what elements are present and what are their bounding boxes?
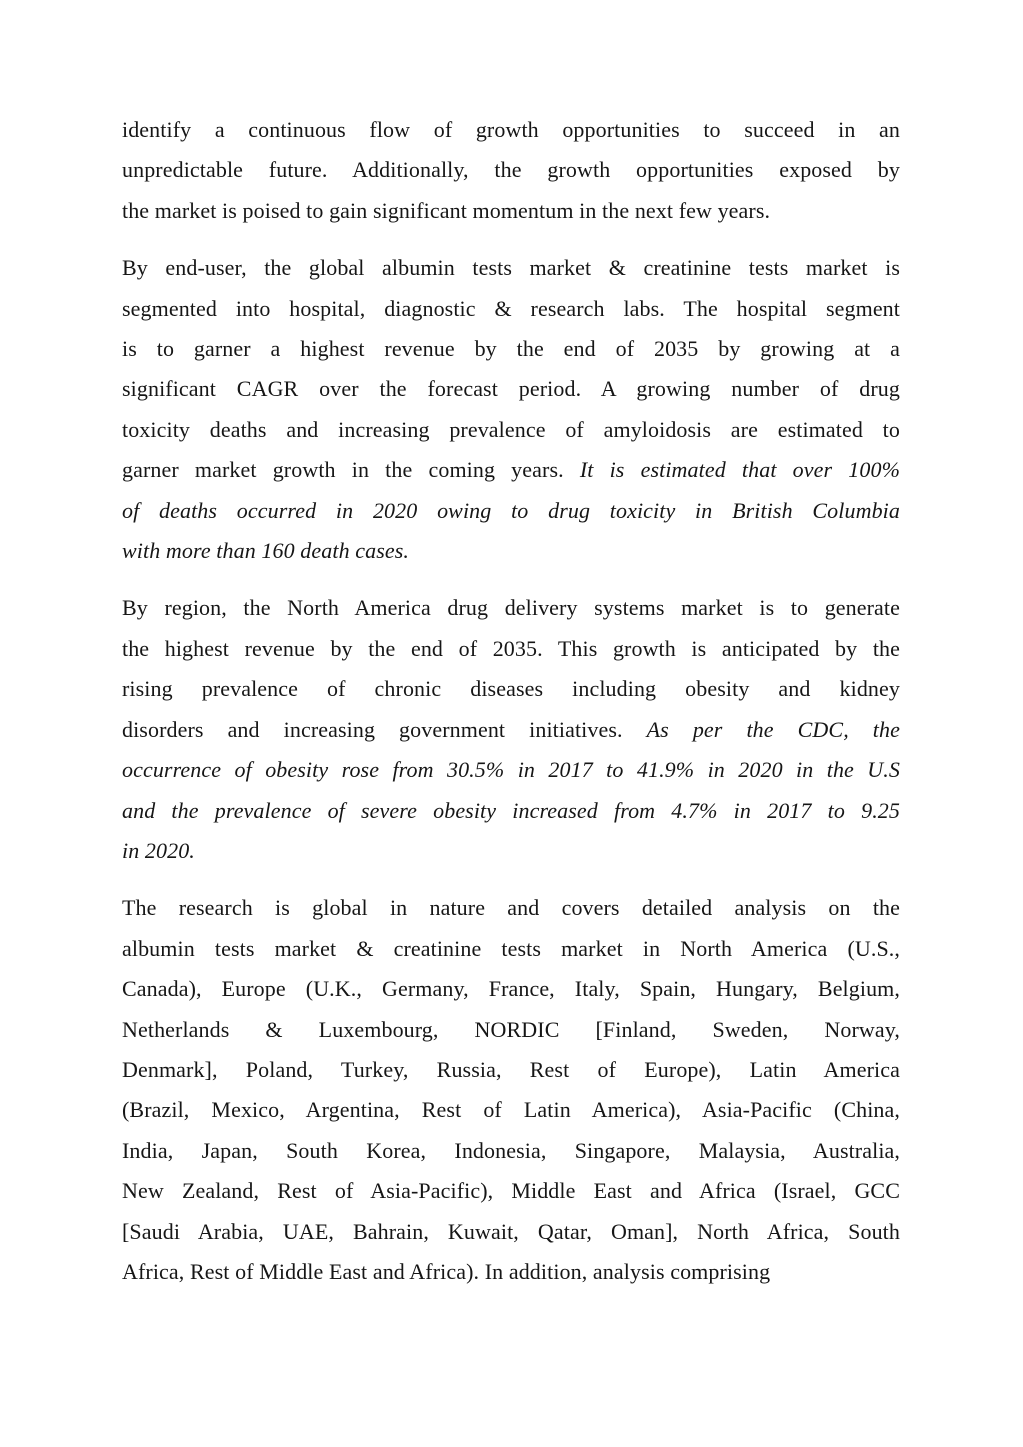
- text-line: [122, 1090, 900, 1130]
- italic-text-segment: of deaths occurred in 2020 owing to drug toxicity in British Columbia: [122, 497, 900, 523]
- paragraph: [122, 248, 900, 571]
- italic-text-segment: occurrence of obesity rose from 30.5% in 2017 to 41.9% in 2020 in the U.S: [122, 757, 900, 783]
- text-segment: Netherlands & Luxembourg, NORDIC [Finland, Sweden, Norway,: [122, 1016, 900, 1042]
- text-line: [122, 791, 900, 831]
- text-line: [122, 289, 900, 329]
- text-segment: significant CAGR over the forecast period. A growing number of drug: [122, 376, 900, 402]
- text-line: [122, 248, 900, 288]
- italic-text-segment: and the prevalence of severe obesity increased from 4.7% in 2017 to 9.25: [122, 797, 900, 823]
- text-line: [122, 1171, 900, 1211]
- text-segment: is to garner a highest revenue by the end of 2035 by growing at a: [122, 336, 900, 362]
- text-line: [122, 1050, 900, 1090]
- text-line: [122, 1010, 900, 1050]
- text-segment: rising prevalence of chronic diseases including obesity and kidney: [122, 676, 900, 702]
- text-line: [122, 710, 900, 750]
- text-line: [122, 110, 900, 150]
- text-line: [122, 1252, 900, 1292]
- text-line: [122, 531, 900, 571]
- paragraph: [122, 110, 900, 231]
- text-segment: albumin tests market & creatinine tests market in North America (U.S.,: [122, 935, 900, 961]
- text-segment: the highest revenue by the end of 2035. This growth is anticipated by the: [122, 635, 900, 661]
- text-line: [122, 150, 900, 190]
- text-segment: The research is global in nature and covers detailed analysis on the: [122, 895, 900, 921]
- text-line: [122, 1212, 900, 1252]
- text-segment: By end-user, the global albumin tests market & creatinine tests market is: [122, 255, 900, 281]
- document-text: [122, 110, 900, 1309]
- text-segment: toxicity deaths and increasing prevalence of amyloidosis are estimated to: [122, 416, 900, 442]
- text-segment: unpredictable future. Additionally, the growth opportunities exposed by: [122, 157, 900, 183]
- text-line: [122, 329, 900, 369]
- text-segment: India, Japan, South Korea, Indonesia, Singapore, Malaysia, Australia,: [122, 1137, 900, 1163]
- text-line: [122, 450, 900, 490]
- text-line: [122, 929, 900, 969]
- text-segment: [Saudi Arabia, UAE, Bahrain, Kuwait, Qatar, Oman], North Africa, South: [122, 1218, 900, 1244]
- text-segment: Canada), Europe (U.K., Germany, France, Italy, Spain, Hungary, Belgium,: [122, 976, 900, 1002]
- text-line: [122, 669, 900, 709]
- italic-text-segment: in 2020.: [122, 837, 195, 863]
- text-segment: Africa, Rest of Middle East and Africa). In addition, analysis comprising: [122, 1258, 771, 1284]
- text-line: [122, 750, 900, 790]
- text-line: [122, 588, 900, 628]
- text-line: [122, 410, 900, 450]
- text-line: [122, 969, 900, 1009]
- text-segment: disorders and increasing government initiatives.: [122, 716, 647, 742]
- italic-text-segment: As per the CDC, the: [646, 716, 900, 742]
- paragraph: [122, 588, 900, 871]
- text-line: [122, 1131, 900, 1171]
- text-segment: garner market growth in the coming years.: [122, 457, 580, 483]
- text-line: [122, 191, 900, 231]
- text-line: [122, 369, 900, 409]
- paragraph: [122, 888, 900, 1292]
- text-segment: (Brazil, Mexico, Argentina, Rest of Latin America), Asia-Pacific (China,: [122, 1097, 900, 1123]
- italic-text-segment: with more than 160 death cases.: [122, 538, 410, 564]
- text-line: [122, 831, 900, 871]
- text-segment: identify a continuous flow of growth opportunities to succeed in an: [122, 117, 900, 142]
- text-segment: the market is poised to gain significant momentum in the next few years.: [122, 197, 771, 223]
- text-segment: By region, the North America drug delivery systems market is to generate: [122, 595, 900, 621]
- text-line: [122, 888, 900, 928]
- text-segment: New Zealand, Rest of Asia-Pacific), Middle East and Africa (Israel, GCC: [122, 1178, 900, 1204]
- text-line: [122, 491, 900, 531]
- text-line: [122, 629, 900, 669]
- italic-text-segment: It is estimated that over 100%: [579, 457, 900, 483]
- text-segment: Denmark], Poland, Turkey, Russia, Rest of Europe), Latin America: [122, 1056, 900, 1082]
- text-segment: segmented into hospital, diagnostic & research labs. The hospital segment: [122, 295, 900, 321]
